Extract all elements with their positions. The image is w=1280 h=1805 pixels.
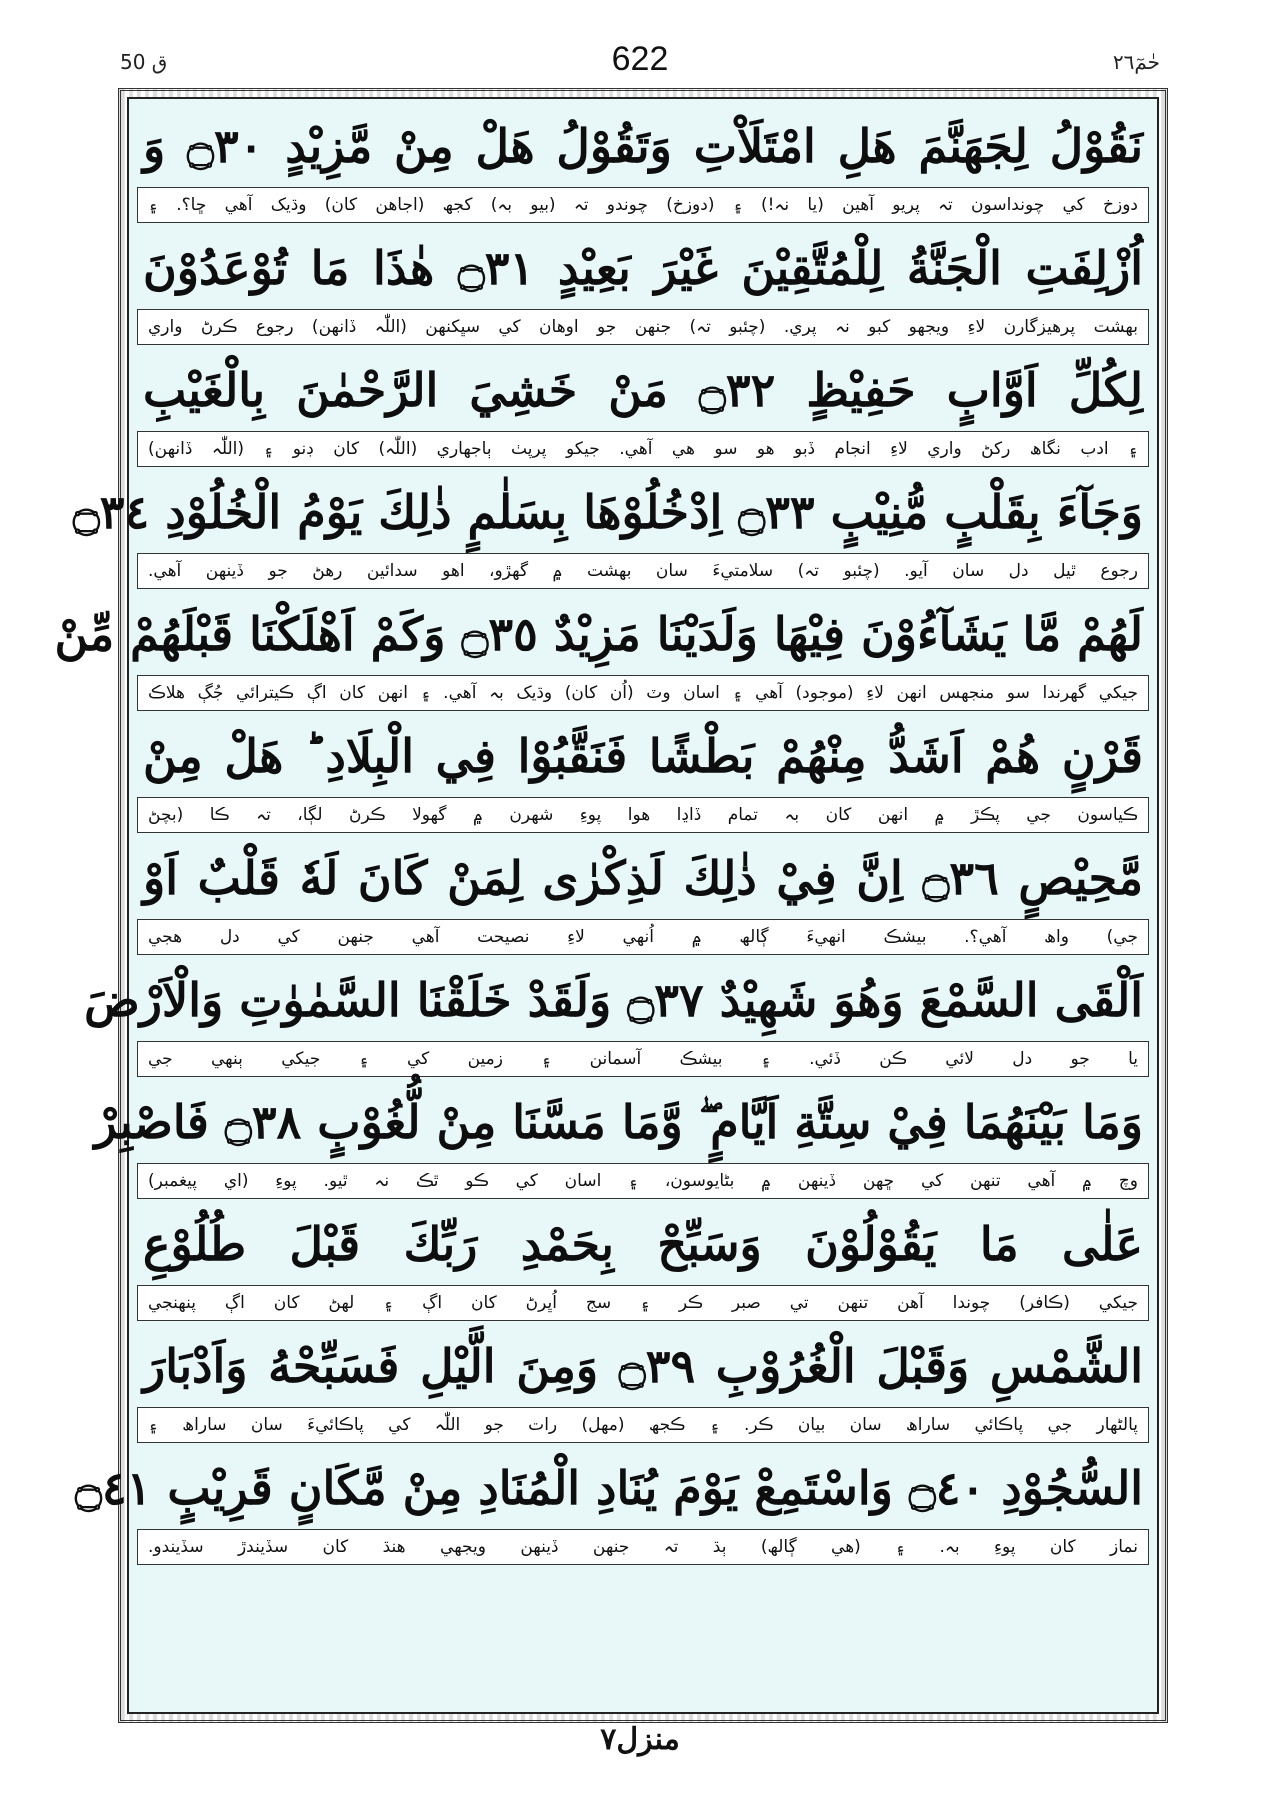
arabic-line-6: قَرْنٍ هُمْ اَشَدُّ مِنْهُمْ بَطْشًا فَنَقَّبُوْا فِي الْبِلَادِ ؕ هَلْ مِنْ (143, 729, 1143, 783)
translation-line-7: جي) واھ آهي؟. بيشڪ انهيءَ ڳالھ ۾ اُنهي لاءِ نصيحت آهي جنهن کي دل هجي (137, 919, 1149, 955)
translation-line-9: وچ ۾ آهي تنهن کي ڇهن ڏينهن ۾ بڻايوسون، ۽ اسان کي ڪو ٿڪ نہ ٿيو. پوءِ (اي پيغمبر) (137, 1163, 1149, 1199)
arabic-line-8: اَلْقَى السَّمْعَ وَهُوَ شَهِيْدٌ ۝٣٧ وَلَقَدْ خَلَقْنَا السَّمٰوٰتِ وَالْاَرْضَ (84, 973, 1143, 1027)
manzil-marker: منزل٧ (600, 1722, 680, 1757)
translation-line-8: يا جو دل لائي ڪن ڏئي. ۽ بيشڪ آسمانن ۽ زمين کي ۽ جيکي ٻنهي جي (137, 1041, 1149, 1077)
arabic-line-3: لِكُلِّ اَوَّابٍ حَفِيْظٍ ۝٣٢ مَنْ خَشِيَ الرَّحْمٰنَ بِالْغَيْبِ (143, 363, 1143, 417)
arabic-line-10: عَلٰى مَا يَقُوْلُوْنَ وَسَبِّحْ بِحَمْدِ رَبِّكَ قَبْلَ طُلُوْعِ (143, 1217, 1143, 1271)
arabic-line-7: مَّحِيْصٍ ۝٣٦ اِنَّ فِيْ ذٰلِكَ لَذِكْرٰى لِمَنْ كَانَ لَهٗ قَلْبٌ اَوْ (143, 851, 1143, 905)
juz-marker: حٰمٓ٢٦ (1112, 50, 1160, 74)
page-header (110, 40, 1170, 90)
translation-line-4: رجوع ٿيل دل سان آيو. (چئبو تہ) سلامتيءَ سان بهشت ۾ گهڙو، اهو سدائين رهڻ جو ڏينهن آهي. (137, 553, 1149, 589)
text-panel (54, 97, 1159, 1714)
arabic-line-9: وَمَا بَيْنَهُمَا فِيْ سِتَّةِ اَيَّامٍ ۖ وَّمَا مَسَّنَا مِنْ لُّغُوْبٍ ۝٣٨ فَاصْبِرْ (94, 1095, 1143, 1149)
translation-line-10: جيکي (ڪافر) چوندا آهن تنهن تي صبر ڪر ۽ سج اُڀرڻ کان اڳ ۽ لهڻ کان اڳ پنهنجي (137, 1285, 1149, 1321)
translation-line-1: دوزخ کي چونداسون تہ پريو آهين (يا نہ!) ۽ (دوزخ) چوندو تہ (بيو بہ) کجھ (اجاهن کان) وڌيک آهي ڇا؟. ۽ (137, 187, 1149, 223)
translation-line-5: جيکي گهرندا سو منجهس انهن لاءِ (موجود) آهي ۽ اسان وٽ (اُن کان) وڌيک بہ آهي. ۽ انهن کان اڳ ڪيترائي جُڳ هلاڪ (137, 675, 1149, 711)
arabic-line-11: الشَّمْسِ وَقَبْلَ الْغُرُوْبِ ۝٣٩ وَمِنَ الَّيْلِ فَسَبِّحْهُ وَاَدْبَارَ (143, 1339, 1143, 1393)
arabic-line-4: وَجَآءَ بِقَلْبٍ مُّنِيْبٍ ۝٣٣ اِدْخُلُوْهَا بِسَلٰمٍ ذٰلِكَ يَوْمُ الْخُلُوْدِ ۝٣٤ (72, 485, 1143, 539)
arabic-line-5: لَهُمْ مَّا يَشَآءُوْنَ فِيْهَا وَلَدَيْنَا مَزِيْدٌ ۝٣٥ وَكَمْ اَهْلَكْنَا قَبْلَهُمْ مِّنْ (54, 607, 1143, 661)
translation-line-6: ڪياسون جي پڪڙ ۾ انهن کان بہ تمام ڏاڍا هوا پوءِ شهرن ۾ گهولا ڪرڻ لڳا، تہ ڪا (بچڻ (137, 797, 1149, 833)
arabic-line-2: اُزْلِفَتِ الْجَنَّةُ لِلْمُتَّقِيْنَ غَيْرَ بَعِيْدٍ ۝٣١ هٰذَا مَا تُوْعَدُوْنَ (143, 241, 1143, 295)
translation-line-12: نماز کان پوءِ بہ. ۽ (هي ڳالھ) ٻڌ تہ جنهن ڏينهن ويجهي هنڌ کان سڏيندڙ سڏيندو. (137, 1529, 1149, 1565)
arabic-line-12: السُّجُوْدِ ۝٤٠ وَاسْتَمِعْ يَوْمَ يُنَادِ الْمُنَادِ مِنْ مَّكَانٍ قَرِيْبٍ ۝٤١ (75, 1461, 1143, 1515)
page-number: 622 (611, 40, 669, 78)
translation-line-3: ۽ ادب نگاھ رکڻ واري لاءِ انجام ڏبو هو سو هي آهي. جيکو پرپٺ ٻاجهاري (اللّٰہ) کان ڊنو ۽ (اللّٰہ ڏانهن) (137, 431, 1149, 467)
page-border (54, 88, 1168, 1723)
translation-line-11: پالڻهار جي پاڪائي ساراھ سان بيان ڪر. ۽ ڪجھ (مهل) رات جو اللّٰہ کي پاڪائيءَ سان ساراھ ۽ (137, 1407, 1149, 1443)
quarter-marker: ق 50 (120, 50, 168, 74)
arabic-line-1: نَقُوْلُ لِجَهَنَّمَ هَلِ امْتَلَاْتِ وَتَقُوْلُ هَلْ مِنْ مَّزِيْدٍ ۝٣٠ وَ (143, 119, 1144, 173)
translation-line-2: بهشت پرهيزگارن لاءِ ويجهو کبو نہ پري. (چئبو تہ) جنهن جو اوهان کي سڀکنهن (اللّٰہ ڏانهن) رجوع ڪرڻ واري (137, 309, 1149, 345)
